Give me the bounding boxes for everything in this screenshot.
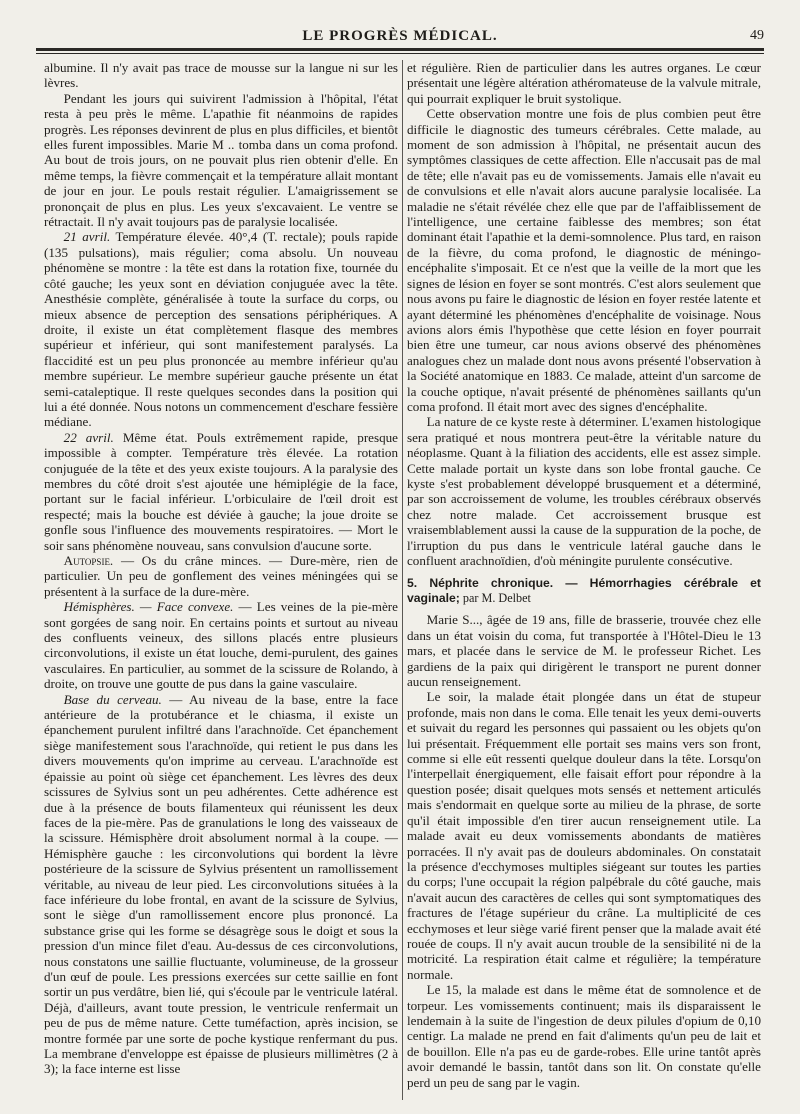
- autopsy-label: Autopsie.: [63, 553, 114, 568]
- date-label: 22 avril.: [63, 429, 114, 445]
- page-number: 49: [750, 28, 764, 43]
- column-divider: [402, 60, 403, 1100]
- header-rule-thin: [36, 53, 764, 54]
- section-heading: [407, 576, 761, 606]
- header-rule-thick: [36, 48, 764, 51]
- paragraph: [44, 599, 398, 691]
- running-title: LE PROGRÈS MÉDICAL.: [302, 28, 498, 44]
- subsection-label: Hémisphères. — Face convexe.: [63, 599, 234, 615]
- paragraph-text: — Les veines de la pie-mère sont gorgées de sang noir. En certains points et surtout au niveau des confluents veineux, des sillons placés entre plusieurs circonvolutions, il existe un état louche, demi-purulent, des gaines vasculaires. En particulier, au sommet de la scissure de Rolando, à droite, on trouve une goutte de pus dans la gaine vasculaire.: [44, 599, 398, 692]
- paragraph: [44, 692, 398, 1077]
- section-byline: par M. Delbet: [459, 591, 531, 606]
- left-column: [44, 60, 398, 1104]
- subsection-label: Base du cerveau.: [63, 691, 162, 707]
- paragraph: [44, 229, 398, 429]
- paragraph: Cette observation montre une fois de plus combien peut être difficile le diagnostic des tumeurs cérébrales. Cette malade, au moment de son admission à l'hôpital, ne présentait aucun des symptômes classiques de cette affection. Elle n'accusait pas de mal de tête; elle n'avait pas eu de vomissements. Jamais elle n'avait eu de convulsions et elle n'avait alors aucune paralysie localisée. La maladie ne s'était révélée chez elle que par de l'affaiblissement de l'intelligence, une certaine faiblesse des membres; son état dominant était l'apathie et la demi-somnolence. Plus tard, en raison de la fièvre, du coma profond, le diagnostic de méningo-encéphalite s'imposait. Et ce n'est que la veille de la mort que les signes de lésion en foyer se sont montrés. C'est alors seulement que nous avons pu faire le diagnostic de lésion en foyer restée latente et ayant déterminé les phénomènes d'encéphalite de voisinage. Nous avions alors émis l'hypothèse que cette lésion en foyer pourrait bien être une tumeur, car nous avions observé des phénomènes analogues chez un malade dont nous avons présenté l'observation à la Société anatomique en 1883. Ce malade, atteint d'un sarcome de la couche optique, n'avait présenté de phénomènes saillants qu'un coma profond. Il était mort avec des signes d'encéphalite.: [407, 106, 761, 414]
- paragraph: albumine. Il n'y avait pas trace de mousse sur la langue ni sur les lèvres.: [44, 60, 398, 91]
- paragraph-text: — Os du crâne minces. — Dure-mère, rien de particulier. Un peu de gonflement des veines méningées qui se présentent à la surface de la dure-mère.: [44, 553, 398, 599]
- paragraph: Marie S..., âgée de 19 ans, fille de brasserie, trouvée chez elle dans un état voisin du coma, fut transportée à l'Hôtel-Dieu le 13 mars, et placée dans le service de M. le professeur Richet. Les gardiens de la paix qui dirigèrent le transport ne purent donner aucun renseignement.: [407, 612, 761, 690]
- paragraph: et régulière. Rien de particulier dans les autres organes. Le cœur présentait une légère altération athéromateuse de la valvule mitrale, qui pourrait expliquer le bruit systolique.: [407, 60, 761, 106]
- page-header: [36, 28, 764, 48]
- paragraph: La nature de ce kyste reste à déterminer. L'examen histologique sera pratiqué et nous montrera peut-être la véritable nature du néoplasme. Quant à la filiation des accidents, elle est assez simple. Cette malade portait un kyste dans son lobe frontal gauche. Ce kyste s'est probablement développé brusquement et a déterminé, par son accroissement de volume, les troubles cérébraux observés chez notre malade. Cet accroissement brusque est vraisemblablement aussi la cause de la suppuration de la poche, de l'irruption du pus dans le ventricule latéral gauche dans le confluent arachnoïdien, d'où méningite purulente consécutive.: [407, 414, 761, 568]
- paragraph: Le 15, la malade est dans le même état de somnolence et de torpeur. Les vomissements continuent; mais ils disparaissent le lendemain à la suite de l'ingestion de deux pilules d'opium de 0,10 centigr. La malade ne prend en fait d'aliments qu'un peu de lait et de bouillon. Elle n'a pas eu de garde-robes. Elle urine tantôt après avoir demandé le bassin, tantôt dans son lit. On constate qu'elle perd un peu de sang par le vagin.: [407, 982, 761, 1090]
- section-title: 5. Néphrite chronique. — Hémorrhagies cérébrale et vaginale;: [407, 576, 761, 606]
- paragraph-text: — Au niveau de la base, entre la face antérieure de la protubérance et le chiasma, il existe un épanchement purulent infiltré dans l'arachnoïde. Cet épanchement siège manifestement sous l'arachnoïde, qui retient le pus dans les divers mouvements qu'on imprime au cerveau. L'arachnoïde est épaissie au point où siège cet épanchement. Les lèvres des deux scissures de Sylvius sont un peu adhérentes. Cette adhérence est due à la présence de bouts filamenteux qui réunissent les deux faces de la pie-mère. Pas de granulations le long des vaisseaux de la scissure. Hémisphère droit absolument normal à la coupe. — Hémisphère gauche : les circonvolutions qui bordent la lèvre postérieure de la scissure de Sylvius présentent un ramollissement véritable, au niveau de leur pied. Les circonvolutions situées à la face inférieure du lobe frontal, en avant de la scissure de Sylvius, sont le siège d'un ramollissement encore plus prononcé. La substance grise qui les forme se désagrège sous le doigt et sous la pression d'un mince filet d'eau. Au-dessus de ces circonvolutions, nous constatons une saillie fluctuante, volumineuse, de la grosseur d'un œuf de poule. Les pressions exercées sur cette saillie en font sortir un pus verdâtre, bien lié, qui s'écoule par le ventricule latéral. Déjà, d'ailleurs, avant toute pression, le ventricule renfermait un peu de pus de même nature. Cette tuméfaction, après incision, se montre formée par une sorte de poche kystique renfermant du pus. La membrane d'enveloppe est épaisse de plusieurs millimètres (2 à 3); la face interne est lisse: [44, 691, 398, 1077]
- date-label: 21 avril.: [63, 229, 111, 245]
- paragraph: Le soir, la malade était plongée dans un état de stupeur profonde, mais non dans le coma. Elle tenait les yeux demi-ouverts et suivait du regard les personnes qui passaient ou les objets qu'on lui présentait. Fréquemment elle portait ses mains vers son front, comme si elle eût ressenti quelque douleur dans la tête. Lorsqu'on l'interpellait énergiquement, elle faisait effort pour répondre à la question posée; disait quelques mots sensés et nettement articulés mais s'endormait en quelque sorte au milieu de la phrase, de sorte qu'il était impossible d'en tirer aucun renseignement utile. La malade avait eu deux vomissements abondants de matières porracées. Il n'y avait pas de douleurs abdominales. On constatait la présence d'ecchymoses multiples siégeant sur toutes les parties du corps; l'une occupait la région palpébrale du côté gauche, mais n'avait aucun des caractères de celles qui sont symptomatiques des fractures de l'étage supérieur du crâne. La multiplicité de ces ecchymoses et leur siège varié firent penser que la malade avait été rouée de coups. Il n'y avait aucun trouble de la sensibilité ni de la motricité. La respiration était calme et régulière; la température normale.: [407, 689, 761, 982]
- paragraph-text: Même état. Pouls extrêmement rapide, presque impossible à compter. Température très élevée. La rotation conjuguée de la tête et des yeux existe toujours. A la paralysie des membres du côté droit s'est ajoutée une hémiplégie de la face, portant sur le facial inférieur. L'orbiculaire de l'œil droit est respecté; mais la bouche est déviée à gauche; la joue droite se gonfle sous l'influence des mouvements respiratoires. — Mort le soir sans phénomène nouveau, sans convulsion d'aucune sorte.: [44, 429, 398, 553]
- paragraph: [44, 430, 398, 553]
- paragraph: [44, 553, 398, 599]
- paragraph-text: Température élevée. 40°,4 (T. rectale); pouls rapide (135 pulsations), mais régulier; coma absolu. Un nouveau phénomène se montre : la tête est dans la rotation fixe, tournée du côté gauche; les yeux sont en déviation conjuguée avec la tête. Anesthésie complète, généralisée à toute la surface du corps, ou mieux absence de perception des sensations périphériques. A droite, il existe un état complètement flasque des membres supérieur et inférieur, qui sont manifestement paralysés. La flaccidité est un peu plus prononcée au membre inférieur qu'au membre supérieur. Le membre supérieur gauche présente un état semi-cataleptique. Il reste quelques secondes dans la position qui lui a été donnée. Nous notons un commencement d'eschare fessière médiane.: [44, 229, 398, 430]
- right-column: [407, 60, 761, 1104]
- paragraph: Pendant les jours qui suivirent l'admission à l'hôpital, l'état resta à peu près le même. L'apathie fit néanmoins de rapides progrès. Les réponses devinrent de plus en plus difficiles, et bientôt elles furent impossibles. Marie M .. tomba dans un coma profond. Au bout de trois jours, on ne pouvait plus rien obtenir d'elle. En même temps, la fièvre commençait et la température allait montant de jour en jour. Le pouls restait régulier. L'amaigrissement se prononçait de plus en plus. Les yeux s'excavaient. Le ventre se rétractait. Il n'y avait toujours pas de paralysie localisée.: [44, 90, 398, 230]
